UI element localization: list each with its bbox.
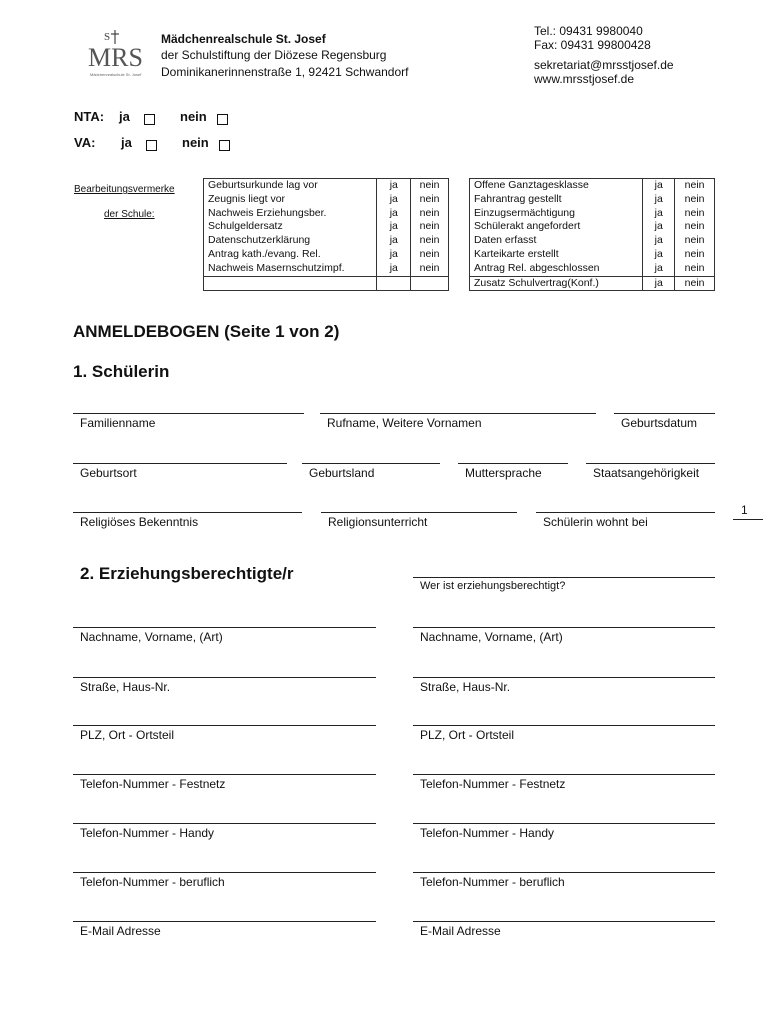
guardian-1-field-label: Telefon-Nummer - Festnetz (80, 777, 226, 791)
office-left-ja-option[interactable]: ja (377, 220, 411, 234)
guardian-1-field-line[interactable] (73, 823, 376, 824)
office-left-nein-option[interactable]: nein (411, 220, 449, 234)
rufname-label: Rufname, Weitere Vornamen (327, 416, 482, 430)
office-left-nein-option[interactable]: nein (411, 179, 449, 193)
office-left-ja-option[interactable]: ja (377, 262, 411, 276)
religionsunterricht-line[interactable] (321, 512, 517, 513)
office-left-ja-option[interactable]: ja (377, 248, 411, 262)
guardian-2-field-line[interactable] (413, 677, 715, 678)
office-left-ja-option[interactable]: ja (377, 234, 411, 248)
guardian-1-field-line[interactable] (73, 872, 376, 873)
office-right-ja-option[interactable]: ja (643, 234, 675, 248)
religionsunterricht-label: Religionsunterricht (328, 515, 428, 529)
office-right-ja-option[interactable]: ja (643, 193, 675, 207)
geburtsland-line[interactable] (302, 463, 440, 464)
guardian-1-field-label: PLZ, Ort - Ortsteil (80, 728, 175, 742)
muttersprache-line[interactable] (458, 463, 568, 464)
office-left-row (204, 193, 449, 207)
office-right-row (470, 248, 715, 262)
guardian-1-field-label: Straße, Haus-Nr. (80, 680, 171, 694)
contact-web[interactable]: www.mrsstjosef.de (534, 72, 635, 86)
staatsangehoerigkeit-line[interactable] (586, 463, 715, 464)
school-name: Mädchenrealschule St. Josef (161, 32, 326, 46)
page-number: 1 (741, 503, 748, 517)
office-right-ja-option[interactable]: ja (643, 179, 675, 193)
office-right-row (470, 276, 715, 291)
office-right-nein-option[interactable]: nein (675, 179, 715, 193)
guardian-2-field-label: Telefon-Nummer - Festnetz (420, 777, 566, 791)
logo-text: MRS (88, 43, 142, 72)
section-1-title: 1. Schülerin (73, 362, 170, 381)
office-notes-label: Bearbeitungsvermerke (74, 184, 175, 195)
geburtsdatum-label: Geburtsdatum (621, 416, 698, 430)
wohnt-bei-label: Schülerin wohnt bei (543, 515, 648, 529)
school-address: Dominikanerinnenstraße 1, 92421 Schwandorf (161, 65, 409, 79)
office-right-nein-option[interactable]: nein (675, 234, 715, 248)
section-2-title: 2. Erziehungsberechtigte/r (80, 564, 294, 583)
office-left-nein-option[interactable] (411, 276, 449, 291)
office-left-row (204, 207, 449, 221)
guardian-2-field-label: Nachname, Vorname, (Art) (420, 630, 563, 644)
school-affiliation: der Schulstiftung der Diözese Regensburg (161, 48, 387, 62)
office-left-row (204, 220, 449, 234)
office-left-row (204, 179, 449, 193)
guardian-1-field-label: E-Mail Adresse (80, 924, 161, 938)
staatsangehoerigkeit-label: Staatsangehörigkeit (593, 466, 700, 480)
guardian-question-line[interactable] (413, 577, 715, 578)
guardian-1-field-label: Nachname, Vorname, (Art) (80, 630, 223, 644)
contact-fax: Fax: 09431 99800428 (534, 38, 651, 52)
office-right-ja-option[interactable]: ja (643, 276, 675, 291)
bekenntnis-label: Religiöses Bekenntnis (80, 515, 199, 529)
rufname-line[interactable] (320, 413, 596, 414)
office-table-right (469, 178, 715, 291)
office-left-ja-option[interactable]: ja (377, 179, 411, 193)
guardian-1-field-line[interactable] (73, 921, 376, 922)
familienname-label: Familienname (80, 416, 156, 430)
office-right-row (470, 179, 715, 193)
nta-ja-label: ja (119, 109, 130, 124)
office-right-row (470, 262, 715, 276)
logo-caption: Mädchenrealschule St. Josef (90, 72, 142, 77)
office-left-row (204, 234, 449, 248)
office-table-left (203, 178, 449, 291)
office-left-row (204, 248, 449, 262)
office-right-item: Antrag Rel. abgeschlossen (470, 262, 643, 276)
office-right-nein-option[interactable]: nein (675, 220, 715, 234)
guardian-2-field-label: E-Mail Adresse (420, 924, 501, 938)
va-label: VA: (74, 135, 96, 150)
office-left-item: Datenschutzerklärung (204, 234, 377, 248)
guardian-2-field-line[interactable] (413, 921, 715, 922)
office-left-item: Nachweis Masernschutzimpf. (204, 262, 377, 276)
office-left-row (204, 276, 449, 291)
va-ja-checkbox[interactable] (146, 140, 157, 151)
office-left-item: Antrag kath./evang. Rel. (204, 248, 377, 262)
school-logo (84, 28, 142, 80)
office-right-ja-option[interactable]: ja (643, 262, 675, 276)
office-left-item: Zeugnis liegt vor (204, 193, 377, 207)
muttersprache-label: Muttersprache (465, 466, 542, 480)
geburtsdatum-line[interactable] (614, 413, 715, 414)
guardian-1-field-line[interactable] (73, 627, 376, 628)
guardian-2-field-line[interactable] (413, 872, 715, 873)
office-right-item: Karteikarte erstellt (470, 248, 643, 262)
office-right-nein-option[interactable]: nein (675, 248, 715, 262)
guardian-2-field-line[interactable] (413, 774, 715, 775)
nta-nein-label: nein (180, 109, 207, 124)
nta-nein-checkbox[interactable] (217, 114, 228, 125)
office-left-nein-option[interactable]: nein (411, 193, 449, 207)
guardian-1-field-label: Telefon-Nummer - beruflich (80, 875, 225, 889)
office-right-item: Schülerakt angefordert (470, 220, 643, 234)
svg-text:S: S (104, 31, 111, 43)
guardian-2-field-label: PLZ, Ort - Ortsteil (420, 728, 515, 742)
office-right-item: Zusatz Schulvertrag(Konf.) (470, 276, 643, 291)
office-left-nein-option[interactable]: nein (411, 262, 449, 276)
office-left-nein-option[interactable]: nein (411, 207, 449, 221)
office-right-row (470, 207, 715, 221)
office-right-nein-option[interactable]: nein (675, 276, 715, 291)
office-right-ja-option[interactable]: ja (643, 207, 675, 221)
office-right-item: Einzugsermächtigung (470, 207, 643, 221)
office-right-ja-option[interactable]: ja (643, 248, 675, 262)
office-right-item: Fahrantrag gestellt (470, 193, 643, 207)
office-right-row (470, 234, 715, 248)
wohnt-bei-line[interactable] (536, 512, 715, 513)
geburtsort-label: Geburtsort (80, 466, 137, 480)
familienname-line[interactable] (73, 413, 304, 414)
nta-label: NTA: (74, 109, 105, 124)
office-right-row (470, 220, 715, 234)
guardian-question-label: Wer ist erziehungsberechtigt? (420, 580, 566, 592)
guardian-1-field-line[interactable] (73, 725, 376, 726)
guardian-2-field-label: Telefon-Nummer - beruflich (420, 875, 565, 889)
guardian-2-field-line[interactable] (413, 725, 715, 726)
office-right-item: Offene Ganztagesklasse (470, 179, 643, 193)
va-nein-label: nein (182, 135, 209, 150)
guardian-2-field-line[interactable] (413, 627, 715, 628)
guardian-2-field-line[interactable] (413, 823, 715, 824)
guardian-2-field-label: Straße, Haus-Nr. (420, 680, 511, 694)
office-left-item: Schulgeldersatz (204, 220, 377, 234)
office-notes-label-2: der Schule: (104, 209, 155, 220)
office-left-ja-option[interactable]: ja (377, 207, 411, 221)
guardian-2-field-label: Telefon-Nummer - Handy (420, 826, 555, 840)
office-left-ja-option[interactable]: ja (377, 193, 411, 207)
contact-email[interactable]: sekretariat@mrsstjosef.de (534, 58, 674, 72)
page-number-line (733, 519, 763, 520)
bekenntnis-line[interactable] (73, 512, 302, 513)
guardian-1-field-line[interactable] (73, 774, 376, 775)
contact-tel: Tel.: 09431 9980040 (534, 24, 643, 38)
office-right-nein-option[interactable]: nein (675, 193, 715, 207)
office-right-ja-option[interactable]: ja (643, 220, 675, 234)
geburtsland-label: Geburtsland (309, 466, 375, 480)
nta-ja-checkbox[interactable] (144, 114, 155, 125)
office-right-nein-option[interactable]: nein (675, 207, 715, 221)
office-left-nein-option[interactable]: nein (411, 248, 449, 262)
guardian-1-field-line[interactable] (73, 677, 376, 678)
office-right-nein-option[interactable]: nein (675, 262, 715, 276)
va-nein-checkbox[interactable] (219, 140, 230, 151)
form-title: ANMELDEBOGEN (Seite 1 von 2) (73, 322, 340, 341)
office-right-item: Daten erfasst (470, 234, 643, 248)
office-left-item: Geburtsurkunde lag vor (204, 179, 377, 193)
geburtsort-line[interactable] (73, 463, 287, 464)
va-ja-label: ja (121, 135, 132, 150)
office-left-item (204, 276, 377, 291)
guardian-1-field-label: Telefon-Nummer - Handy (80, 826, 215, 840)
office-left-nein-option[interactable]: nein (411, 234, 449, 248)
office-left-item: Nachweis Erziehungsber. (204, 207, 377, 221)
office-left-row (204, 262, 449, 276)
office-left-ja-option[interactable] (377, 276, 411, 291)
office-right-row (470, 193, 715, 207)
